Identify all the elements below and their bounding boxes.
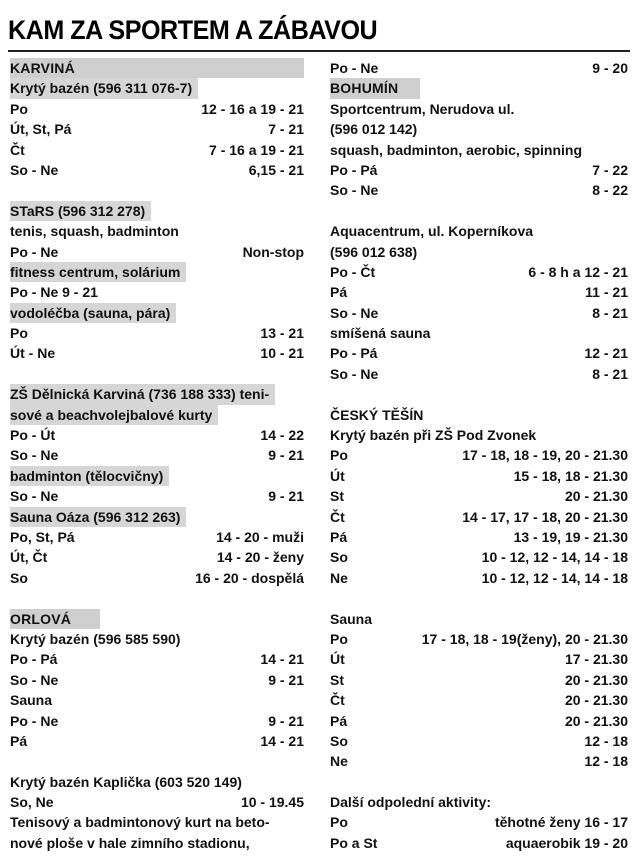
schedule-row: Po - Pá 12 - 21 <box>330 345 628 362</box>
venue-name: sové a beachvolejbalové kurty <box>10 405 218 425</box>
body-text: Tenisový a badmintonový kurt na beto- <box>10 814 270 831</box>
schedule-row: Út, St, Pá 7 - 21 <box>10 121 304 138</box>
right-column <box>330 58 628 853</box>
schedule-row: Út - Ne 10 - 21 <box>10 345 304 362</box>
city-header-cesky-tesin: ČESKÝ TĚŠÍN <box>330 406 424 423</box>
schedule-row: Pá 14 - 21 <box>10 732 304 749</box>
schedule-row: So - Ne 9 - 21 <box>10 447 304 464</box>
schedule-row: Po 17 - 18, 18 - 19(ženy), 20 - 21.30 <box>330 630 628 647</box>
schedule-row: Po, St, Pá 14 - 20 - muži <box>10 528 304 545</box>
schedule-row: Po - Ne Non-stop <box>10 243 304 260</box>
schedule-row: Po - Ne 9 - 21 <box>10 712 304 729</box>
venue-name: Krytý bazén při ZŠ Pod Zvonek <box>330 427 537 444</box>
schedule-row: Út 15 - 18, 18 - 21.30 <box>330 467 628 484</box>
venue-phone: (596 012 142) <box>330 121 418 138</box>
schedule-row: Po 17 - 18, 18 - 19, 20 - 21.30 <box>330 447 628 464</box>
schedule-row: So 12 - 18 <box>330 732 628 749</box>
venue-name: Aquacentrum, ul. Koperníkova <box>330 223 534 240</box>
city-header-bohumin: BOHUMÍN <box>330 78 420 98</box>
venue-phone: (596 012 638) <box>330 243 418 260</box>
city-header-karvina: KARVINÁ <box>10 58 304 78</box>
schedule-row: Ne 10 - 12, 12 - 14, 14 - 18 <box>330 569 628 586</box>
schedule-row: Pá 20 - 21.30 <box>330 712 628 729</box>
activity-label: squash, badminton, aerobic, spinning <box>330 141 583 158</box>
schedule-row: Po 13 - 21 <box>10 325 304 342</box>
schedule-row: Út, Čt 14 - 20 - ženy <box>10 549 304 566</box>
venue-name: ZŠ Dělnická Karviná (736 188 333) teni- <box>10 384 275 404</box>
venue-name: Krytý bazén (596 311 076-7) <box>10 78 198 98</box>
venue-name: Krytý bazén (596 585 590) <box>10 630 181 647</box>
schedule-row: So 16 - 20 - dospělá <box>10 569 304 586</box>
page-title: KAM ZA SPORTEM A ZÁBAVOU <box>8 15 378 45</box>
activity-label: badminton (tělocvičny) <box>10 466 169 486</box>
activity-label: Sauna <box>10 692 53 709</box>
venue-name: Sportcentrum, Nerudova ul. <box>330 100 515 117</box>
schedule-row: Čt 20 - 21.30 <box>330 692 628 709</box>
schedule-row: Po a St aquaerobik 19 - 20 <box>330 834 628 851</box>
title-divider <box>8 50 630 52</box>
schedule-row: Pá 13 - 19, 19 - 21.30 <box>330 528 628 545</box>
schedule-row: Po - Pá 14 - 21 <box>10 651 304 668</box>
schedule-row: So - Ne 6,15 - 21 <box>10 161 304 178</box>
schedule-row: So 10 - 12, 12 - 14, 14 - 18 <box>330 549 628 566</box>
activity-label: tenis, squash, badminton <box>10 223 179 240</box>
activity-label: Další odpolední aktivity: <box>330 794 492 811</box>
schedule-row: Po - Čt 6 - 8 h a 12 - 21 <box>330 263 628 280</box>
schedule-row: So, Ne 10 - 19.45 <box>10 794 304 811</box>
activity-label: vodoléčba (sauna, pára) <box>10 303 176 323</box>
venue-name: STaRS (596 312 278) <box>10 201 151 221</box>
venue-name: Sauna Oáza (596 312 263) <box>10 507 186 527</box>
body-text: nové ploše v hale zimního stadionu, <box>10 834 250 851</box>
schedule-row: Po - Pá 7 - 22 <box>330 161 628 178</box>
schedule-row: So - Ne 9 - 21 <box>10 671 304 688</box>
schedule-row: Po - Ne 9 - 21 <box>10 284 98 301</box>
schedule-row: Pá 11 - 21 <box>330 284 628 301</box>
schedule-row: So - Ne 8 - 21 <box>330 304 628 321</box>
schedule-row: Ne 12 - 18 <box>330 753 628 770</box>
schedule-row: St 20 - 21.30 <box>330 671 628 688</box>
schedule-row: So - Ne 9 - 21 <box>10 488 304 505</box>
schedule-row: Čt 14 - 17, 17 - 18, 20 - 21.30 <box>330 508 628 525</box>
venue-name: Krytý bazén Kaplička (603 520 149) <box>10 773 242 790</box>
schedule-row: So - Ne 8 - 21 <box>330 365 628 382</box>
activity-label: fitness centrum, solárium <box>10 262 186 282</box>
schedule-row: St 20 - 21.30 <box>330 488 628 505</box>
schedule-row: Út 17 - 21.30 <box>330 651 628 668</box>
left-column <box>10 58 304 853</box>
activity-label: smíšená sauna <box>330 325 431 342</box>
schedule-row: Po těhotné ženy 16 - 17 <box>330 814 628 831</box>
schedule-row: So - Ne 8 - 22 <box>330 182 628 199</box>
city-header-orlova: ORLOVÁ <box>10 609 100 629</box>
schedule-row: Po 12 - 16 a 19 - 21 <box>10 100 304 117</box>
schedule-row: Čt 7 - 16 a 19 - 21 <box>10 141 304 158</box>
schedule-row: Po - Ne 9 - 20 <box>330 60 628 76</box>
activity-label: Sauna <box>330 610 373 627</box>
schedule-row: Po - Út 14 - 22 <box>10 427 304 444</box>
